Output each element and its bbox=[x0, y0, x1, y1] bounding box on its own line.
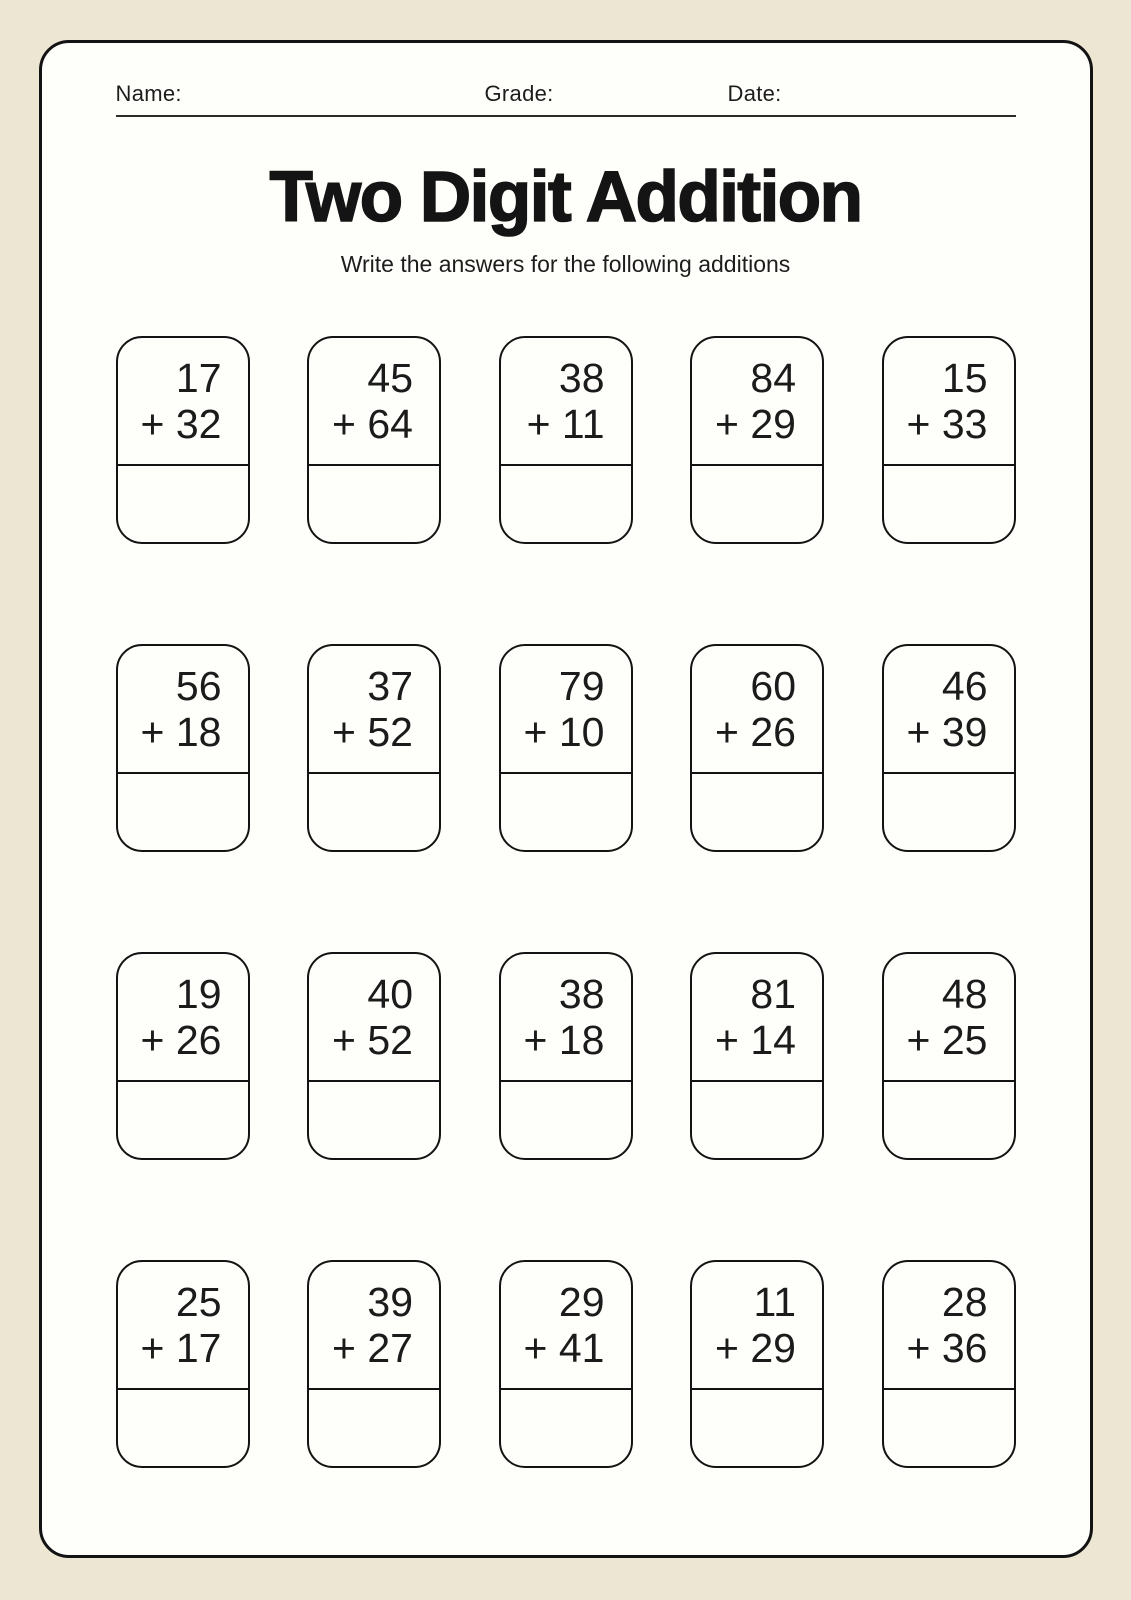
operand-bottom: + 18 bbox=[523, 1017, 605, 1064]
operand-bottom: + 36 bbox=[906, 1325, 988, 1372]
name-label: Name: bbox=[115, 81, 182, 106]
problem-operands bbox=[692, 954, 822, 1082]
problem-operands bbox=[692, 1262, 822, 1390]
operand-bottom: + 29 bbox=[715, 401, 796, 448]
operand-bottom: + 26 bbox=[715, 709, 796, 756]
operand-top: 46 bbox=[941, 662, 988, 709]
operand-top: 25 bbox=[175, 1278, 222, 1325]
problem-card-14 bbox=[690, 952, 824, 1160]
operand-top: 79 bbox=[558, 662, 605, 709]
operand-top: 29 bbox=[558, 1278, 605, 1325]
operand-bottom: + 26 bbox=[140, 1017, 222, 1064]
problem-card-9 bbox=[690, 644, 824, 852]
answer-space[interactable] bbox=[309, 774, 439, 850]
operand-top: 39 bbox=[367, 1278, 413, 1325]
operand-top: 38 bbox=[558, 354, 605, 401]
problem-operands bbox=[309, 646, 439, 774]
answer-space[interactable] bbox=[309, 466, 439, 542]
answer-space[interactable] bbox=[884, 466, 1014, 542]
operand-bottom: + 39 bbox=[906, 709, 988, 756]
operand-top: 81 bbox=[750, 970, 796, 1017]
operand-top: 15 bbox=[941, 354, 988, 401]
page-title: Two Digit Addition bbox=[269, 158, 862, 237]
problem-operands bbox=[501, 646, 631, 774]
operand-bottom: + 29 bbox=[715, 1325, 796, 1372]
operand-top: 17 bbox=[175, 354, 222, 401]
problem-operands bbox=[118, 954, 248, 1082]
problem-operands bbox=[884, 954, 1014, 1082]
problem-card-3 bbox=[499, 336, 633, 544]
problem-operands bbox=[884, 338, 1014, 466]
problem-operands bbox=[118, 1262, 248, 1390]
answer-space[interactable] bbox=[501, 1390, 631, 1466]
answer-space[interactable] bbox=[692, 466, 822, 542]
answer-space[interactable] bbox=[309, 1082, 439, 1158]
operand-top: 60 bbox=[750, 662, 796, 709]
problem-operands bbox=[501, 954, 631, 1082]
date-label: Date: bbox=[727, 81, 782, 106]
problems-grid bbox=[116, 336, 1016, 1468]
problem-operands bbox=[309, 338, 439, 466]
worksheet-page bbox=[39, 40, 1093, 1558]
operand-top: 19 bbox=[175, 970, 222, 1017]
operand-top: 48 bbox=[941, 970, 988, 1017]
problem-card-10 bbox=[882, 644, 1016, 852]
operand-bottom: + 25 bbox=[906, 1017, 988, 1064]
problem-card-8 bbox=[499, 644, 633, 852]
operand-bottom: + 10 bbox=[523, 709, 605, 756]
operand-top: 40 bbox=[367, 970, 413, 1017]
answer-space[interactable] bbox=[692, 1390, 822, 1466]
problem-operands bbox=[884, 646, 1014, 774]
problem-card-18 bbox=[499, 1260, 633, 1468]
grade-label: Grade: bbox=[484, 81, 554, 106]
operand-top: 38 bbox=[558, 970, 605, 1017]
problem-operands bbox=[309, 954, 439, 1082]
operand-top: 37 bbox=[367, 662, 413, 709]
problem-operands bbox=[118, 338, 248, 466]
operand-bottom: + 11 bbox=[526, 401, 605, 448]
operand-bottom: + 52 bbox=[332, 1017, 413, 1064]
header bbox=[116, 81, 1016, 107]
problem-card-4 bbox=[690, 336, 824, 544]
operand-top: 45 bbox=[367, 354, 413, 401]
operand-bottom: + 41 bbox=[523, 1325, 605, 1372]
problem-card-6 bbox=[116, 644, 250, 852]
operand-top: 11 bbox=[753, 1278, 796, 1325]
problem-card-15 bbox=[882, 952, 1016, 1160]
problem-card-11 bbox=[116, 952, 250, 1160]
problem-card-13 bbox=[499, 952, 633, 1160]
problem-card-19 bbox=[690, 1260, 824, 1468]
problem-operands bbox=[692, 338, 822, 466]
answer-space[interactable] bbox=[501, 466, 631, 542]
operand-top: 56 bbox=[175, 662, 222, 709]
answer-space[interactable] bbox=[309, 1390, 439, 1466]
answer-space[interactable] bbox=[884, 1082, 1014, 1158]
answer-space[interactable] bbox=[884, 774, 1014, 850]
problem-operands bbox=[501, 338, 631, 466]
problem-card-12 bbox=[307, 952, 441, 1160]
problem-card-17 bbox=[307, 1260, 441, 1468]
operand-top: 84 bbox=[750, 354, 796, 401]
answer-space[interactable] bbox=[118, 1082, 248, 1158]
operand-bottom: + 52 bbox=[332, 709, 413, 756]
answer-space[interactable] bbox=[501, 1082, 631, 1158]
operand-bottom: + 27 bbox=[332, 1325, 413, 1372]
page-subtitle: Write the answers for the following additions bbox=[340, 251, 791, 278]
operand-bottom: + 18 bbox=[140, 709, 222, 756]
answer-space[interactable] bbox=[501, 774, 631, 850]
problem-operands bbox=[118, 646, 248, 774]
answer-space[interactable] bbox=[118, 466, 248, 542]
answer-space[interactable] bbox=[884, 1390, 1014, 1466]
header-underline bbox=[116, 115, 1016, 117]
answer-space[interactable] bbox=[118, 1390, 248, 1466]
operand-bottom: + 17 bbox=[140, 1325, 222, 1372]
operand-bottom: + 33 bbox=[906, 401, 988, 448]
problem-operands bbox=[692, 646, 822, 774]
answer-space[interactable] bbox=[692, 774, 822, 850]
problem-card-7 bbox=[307, 644, 441, 852]
problem-card-5 bbox=[882, 336, 1016, 544]
problem-card-20 bbox=[882, 1260, 1016, 1468]
problem-operands bbox=[501, 1262, 631, 1390]
problem-card-16 bbox=[116, 1260, 250, 1468]
answer-space[interactable] bbox=[118, 774, 248, 850]
operand-top: 28 bbox=[941, 1278, 988, 1325]
operand-bottom: + 32 bbox=[140, 401, 222, 448]
operand-bottom: + 14 bbox=[715, 1017, 796, 1064]
problem-card-1 bbox=[116, 336, 250, 544]
answer-space[interactable] bbox=[692, 1082, 822, 1158]
problem-card-2 bbox=[307, 336, 441, 544]
operand-bottom: + 64 bbox=[332, 401, 413, 448]
problem-operands bbox=[884, 1262, 1014, 1390]
problem-operands bbox=[309, 1262, 439, 1390]
